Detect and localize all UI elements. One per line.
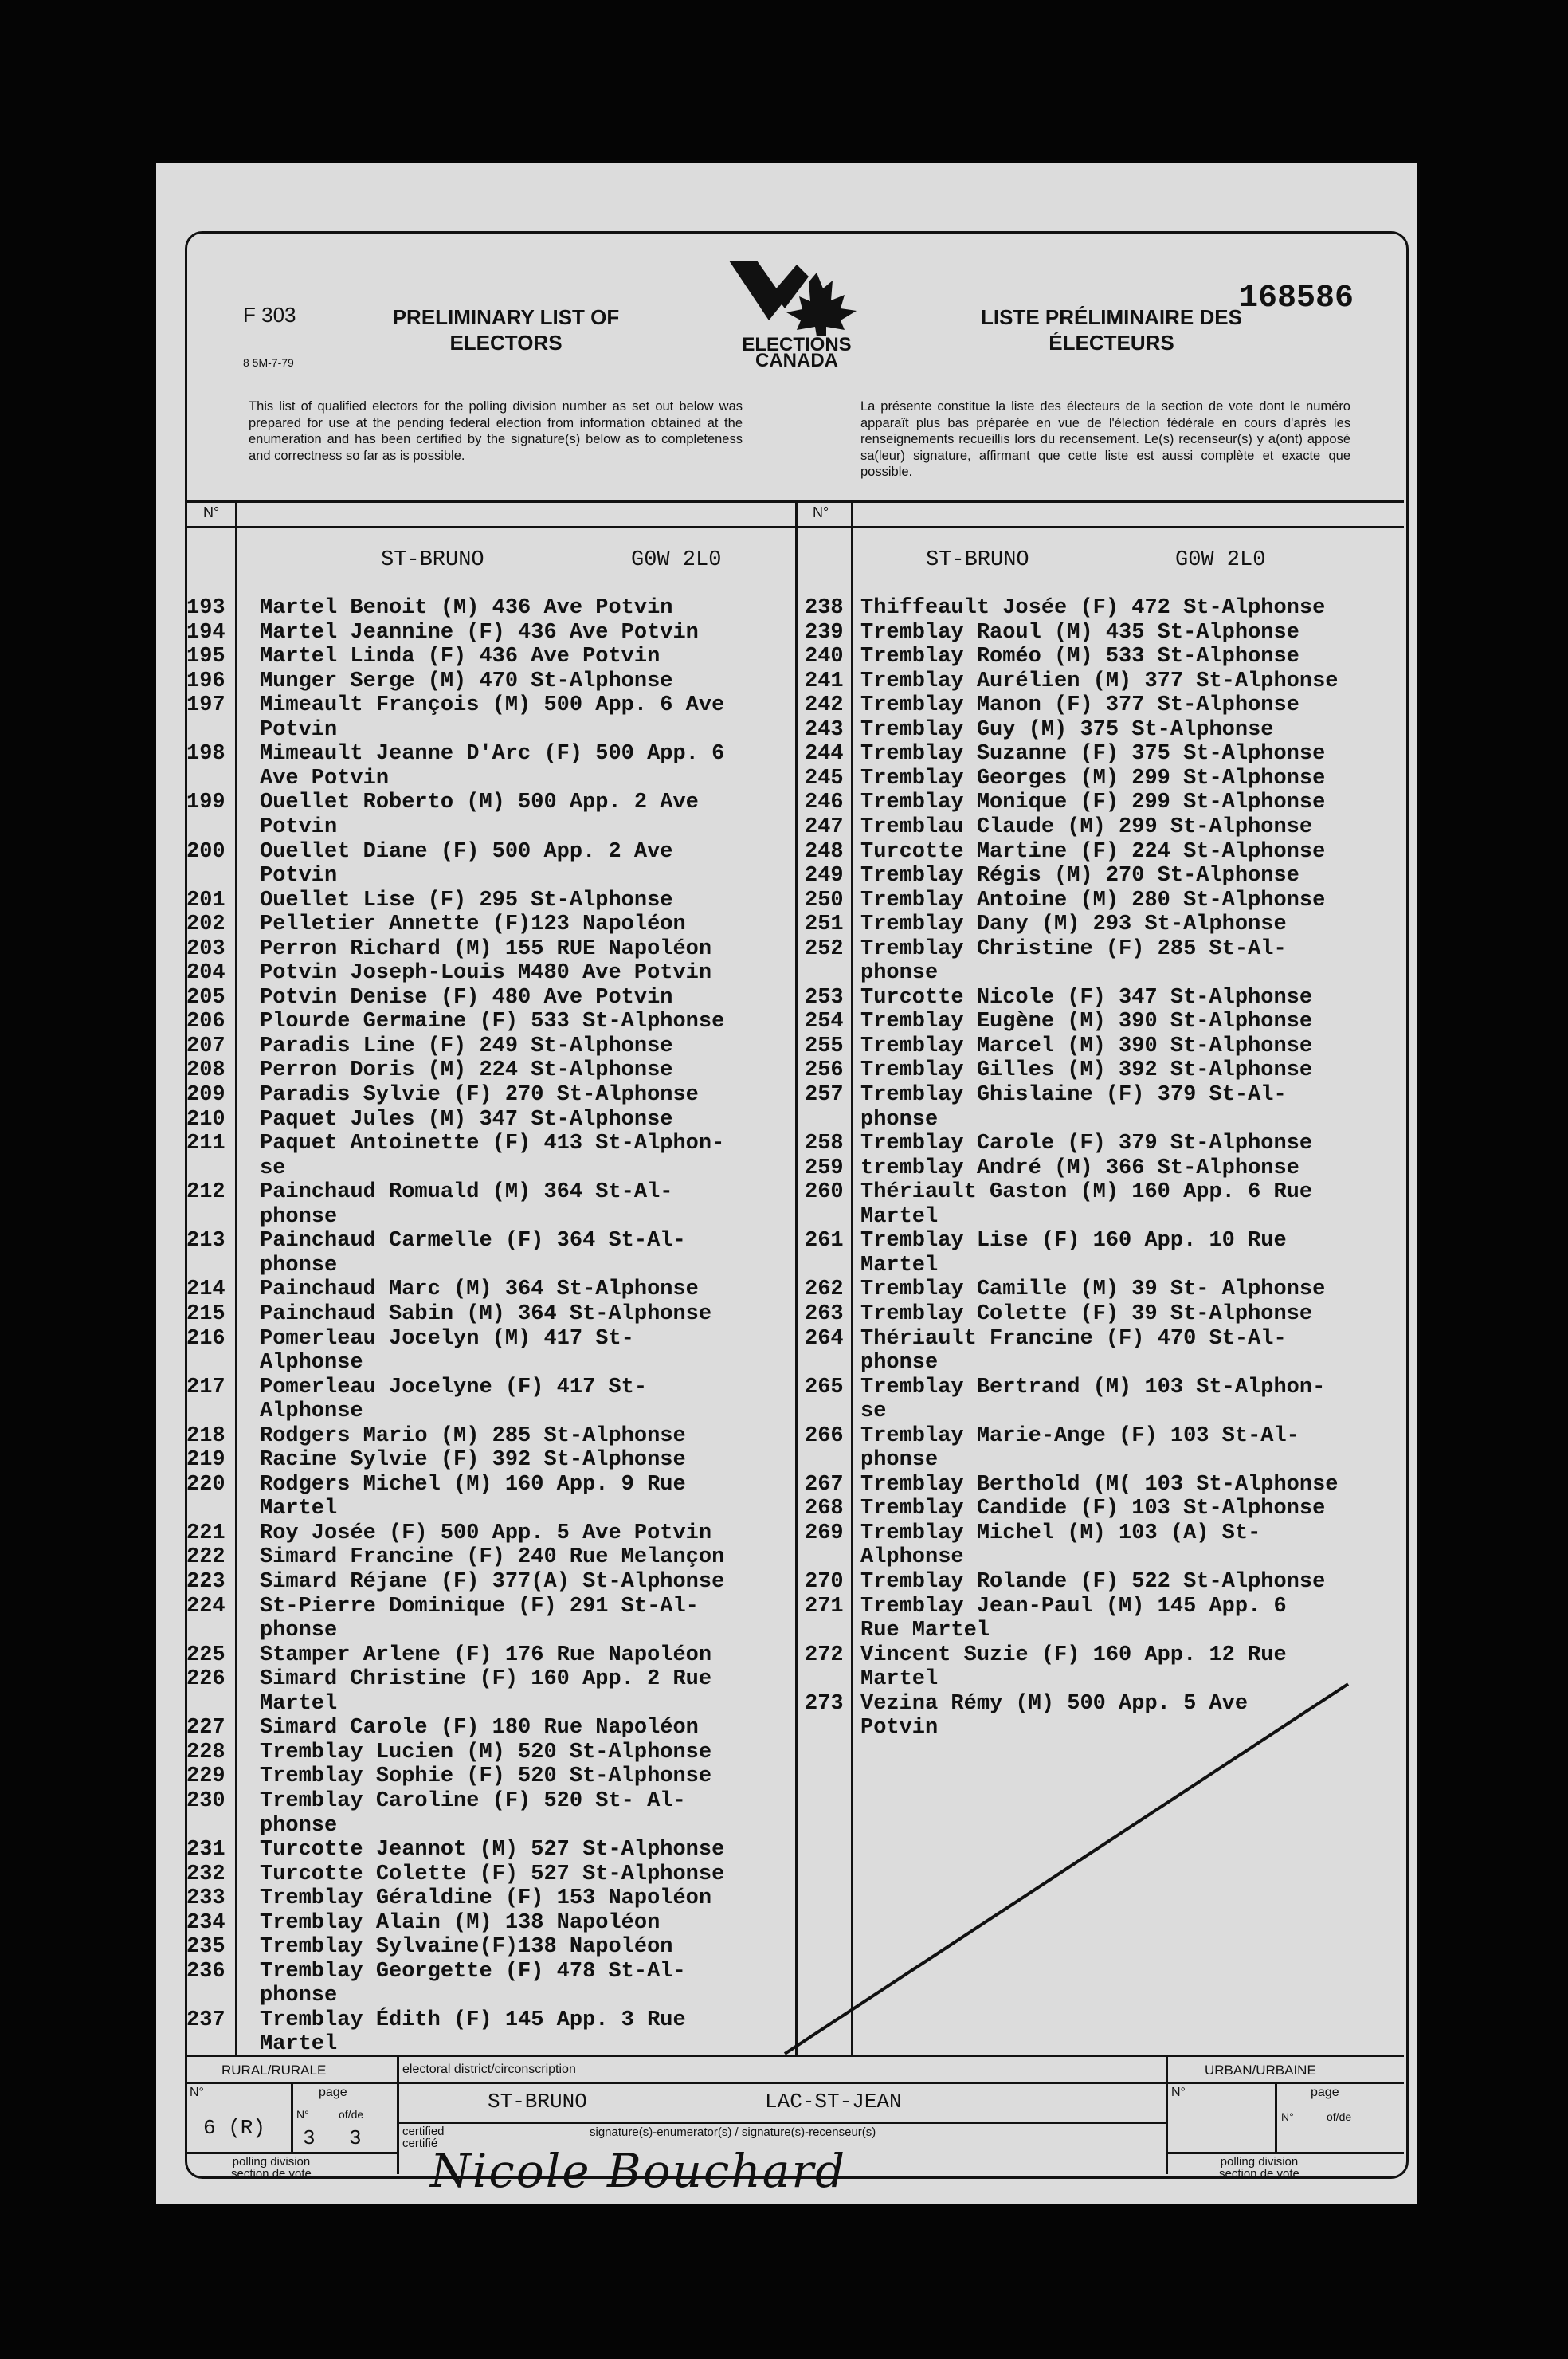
elector-number: 210 xyxy=(186,1107,225,1132)
elector-entry-line: Rodgers Michel (M) 160 App. 9 Rue xyxy=(260,1472,686,1497)
elector-entry-line: Racine Sylvie (F) 392 St-Alphonse xyxy=(260,1448,686,1473)
urban-label: URBAN/URBAINE xyxy=(1205,2063,1316,2078)
district-label: electoral district/circonscription xyxy=(402,2063,576,2076)
elector-number: 265 xyxy=(805,1375,844,1399)
elector-number: 247 xyxy=(805,814,844,839)
elector-number: 211 xyxy=(186,1132,225,1156)
elector-number: 273 xyxy=(805,1691,844,1716)
elector-entry-line: se xyxy=(260,1156,286,1180)
elector-number: 232 xyxy=(186,1862,225,1886)
elector-number: 262 xyxy=(805,1278,844,1302)
elector-entry-line: Potvin Joseph-Louis M480 Ave Potvin xyxy=(260,961,712,986)
footer-no-divider xyxy=(291,2082,293,2152)
elector-number: 271 xyxy=(805,1594,844,1619)
certified-label: certified certifié xyxy=(402,2125,445,2150)
elector-entry-line: Tremblay Suzanne (F) 375 St-Alphonse xyxy=(860,742,1326,767)
elector-number: 242 xyxy=(805,693,844,718)
table-header-rule xyxy=(185,526,1404,528)
elector-entry-line: Mimeault Jeanne D'Arc (F) 500 App. 6 xyxy=(260,742,725,767)
elector-number: 194 xyxy=(186,620,225,645)
elector-number: 229 xyxy=(186,1764,225,1789)
elector-entry-line: Tremblay Géraldine (F) 153 Napoléon xyxy=(260,1886,712,1911)
elector-entry-line: Pomerleau Jocelyne (F) 417 St- xyxy=(260,1375,648,1399)
elector-number: 258 xyxy=(805,1132,844,1156)
footer-left-bottom-rule xyxy=(185,2152,397,2154)
elector-entry-line: Paquet Antoinette (F) 413 St-Alphon- xyxy=(260,1132,725,1156)
elector-entry-line: Tremblay Camille (M) 39 St- Alphonse xyxy=(860,1278,1326,1302)
elector-number: 239 xyxy=(805,620,844,645)
page-total: 3 xyxy=(349,2126,362,2150)
elector-entry-line: St-Pierre Dominique (F) 291 St-Al- xyxy=(260,1594,699,1619)
page-number: 3 xyxy=(303,2126,316,2150)
elector-number: 254 xyxy=(805,1010,844,1034)
elector-number: 216 xyxy=(186,1326,225,1351)
elector-entry-line: Tremblay Guy (M) 375 St-Alphonse xyxy=(860,717,1274,742)
left-place-heading: ST-BRUNO xyxy=(381,548,484,572)
logo-text-1: ELECTIONS xyxy=(742,334,852,355)
elector-entry-line: phonse xyxy=(260,1253,338,1278)
left-postal-heading: G0W 2L0 xyxy=(631,548,722,572)
title-en-line1: PRELIMINARY LIST OF xyxy=(392,305,620,329)
elector-entry-line: phonse xyxy=(260,1984,338,2008)
elector-number: 219 xyxy=(186,1448,225,1473)
elector-number: 235 xyxy=(186,1935,225,1960)
elector-number: 267 xyxy=(805,1472,844,1497)
elector-entry-line: Martel xyxy=(860,1667,939,1692)
elector-number: 259 xyxy=(805,1156,844,1180)
elector-entry-line: Tremblay Dany (M) 293 St-Alphonse xyxy=(860,913,1287,937)
elector-entry-line: Tremblay Sophie (F) 520 St-Alphonse xyxy=(260,1764,712,1789)
elector-entry-line: Tremblau Claude (M) 299 St-Alphonse xyxy=(860,814,1313,839)
footer-label-rule xyxy=(185,2082,1404,2084)
elector-entry-line: Ouellet Diane (F) 500 App. 2 Ave xyxy=(260,839,673,864)
elector-number: 218 xyxy=(186,1423,225,1448)
elector-number: 266 xyxy=(805,1423,844,1448)
elector-entry-line: Martel xyxy=(860,1204,939,1229)
elector-number: 240 xyxy=(805,645,844,669)
cancel-diagonal-line xyxy=(781,1678,1354,2060)
elector-entry-line: Turcotte Nicole (F) 347 St-Alphonse xyxy=(860,985,1313,1010)
elector-entry-line: phonse xyxy=(260,1204,338,1229)
elector-entry-line: Pomerleau Jocelyn (M) 417 St- xyxy=(260,1326,634,1351)
elector-entry-line: Martel Jeannine (F) 436 Ave Potvin xyxy=(260,620,699,645)
elector-number: 255 xyxy=(805,1034,844,1058)
polling-division-label-left: polling division section de vote xyxy=(231,2155,312,2180)
elector-number: 217 xyxy=(186,1375,225,1399)
elector-entry-line: Turcotte Colette (F) 527 St-Alphonse xyxy=(260,1862,725,1886)
elector-number: 261 xyxy=(805,1229,844,1254)
elector-number: 234 xyxy=(186,1910,225,1935)
district-name-2: LAC-ST-JEAN xyxy=(765,2090,902,2114)
elector-entry-line: phonse xyxy=(860,1107,939,1132)
footer-district-rule xyxy=(397,2122,1166,2124)
elector-number: 215 xyxy=(186,1301,225,1326)
elector-entry-line: Tremblay Manon (F) 377 St-Alphonse xyxy=(860,693,1299,718)
elector-number: 230 xyxy=(186,1788,225,1813)
elector-number: 250 xyxy=(805,888,844,913)
elector-entry-line: Turcotte Jeannot (M) 527 St-Alphonse xyxy=(260,1838,725,1862)
elector-entry-line: Plourde Germaine (F) 533 St-Alphonse xyxy=(260,1010,725,1034)
elector-number: 257 xyxy=(805,1083,844,1107)
elector-entry-line: Mimeault François (M) 500 App. 6 Ave xyxy=(260,693,725,718)
title-fr-line1: LISTE PRÉLIMINAIRE DES xyxy=(981,305,1242,329)
elector-entry-line: Vincent Suzie (F) 160 App. 12 Rue xyxy=(860,1643,1287,1667)
elector-entry-line: Simard Christine (F) 160 App. 2 Rue xyxy=(260,1667,712,1692)
elector-entry-line: Pelletier Annette (F)123 Napoléon xyxy=(260,913,686,937)
elector-entry-line: phonse xyxy=(260,1619,338,1643)
polling-division-label-right: polling division section de vote xyxy=(1219,2155,1299,2180)
elector-number: 224 xyxy=(186,1594,225,1619)
elector-number: 197 xyxy=(186,693,225,718)
elector-entry-line: Potvin xyxy=(860,1716,939,1741)
title-english xyxy=(363,304,649,355)
elector-entry-line: Tremblay Colette (F) 39 St-Alphonse xyxy=(860,1301,1313,1326)
elector-number: 248 xyxy=(805,839,844,864)
elector-entry-line: Tremblay Gilles (M) 392 St-Alphonse xyxy=(860,1058,1313,1083)
elector-number: 196 xyxy=(186,669,225,693)
footer-right-bottom-rule xyxy=(1166,2152,1404,2154)
rural-page-label: page xyxy=(319,2086,347,2099)
elector-number: 237 xyxy=(186,2008,225,2032)
title-fr-line2: ÉLECTEURS xyxy=(1049,331,1174,355)
elector-number: 270 xyxy=(805,1570,844,1594)
elector-entry-line: Tremblay Roméo (M) 533 St-Alphonse xyxy=(860,645,1299,669)
elector-entry-line: Potvin xyxy=(260,864,338,889)
elector-entry-line: Ouellet Lise (F) 295 St-Alphonse xyxy=(260,888,673,913)
elector-number: 268 xyxy=(805,1497,844,1521)
elector-number: 205 xyxy=(186,985,225,1010)
elector-number: 269 xyxy=(805,1521,844,1545)
elector-entry-line: Tremblay Michel (M) 103 (A) St- xyxy=(860,1521,1261,1545)
serial-number: 168586 xyxy=(1239,281,1354,316)
right-postal-heading: G0W 2L0 xyxy=(1175,548,1266,572)
form-version: 8 5M-7-79 xyxy=(243,356,294,369)
elector-number: 222 xyxy=(186,1545,225,1570)
elector-number: 220 xyxy=(186,1472,225,1497)
elector-entry-line: Tremblay Régis (M) 270 St-Alphonse xyxy=(860,864,1299,889)
footer-divider-right xyxy=(1166,2055,1168,2174)
elector-entry-line: Painchaud Marc (M) 364 St-Alphonse xyxy=(260,1278,699,1302)
elector-number: 263 xyxy=(805,1301,844,1326)
elector-number: 236 xyxy=(186,1959,225,1984)
urban-no-label: N° xyxy=(1171,2086,1186,2099)
elector-number: 246 xyxy=(805,791,844,815)
table-top-rule xyxy=(185,500,1404,503)
elector-number: 207 xyxy=(186,1034,225,1058)
elector-entry-line: Tremblay Georgette (F) 478 St-Al- xyxy=(260,1959,686,1984)
urban-of-label: of/de xyxy=(1327,2110,1352,2123)
elector-number: 200 xyxy=(186,839,225,864)
elector-entry-line: Painchaud Carmelle (F) 364 St-Al- xyxy=(260,1229,686,1254)
elector-entry-line: Martel Benoit (M) 436 Ave Potvin xyxy=(260,596,673,620)
elector-entry-line: Tremblay Édith (F) 145 App. 3 Rue xyxy=(260,2008,686,2032)
elector-entry-line: Paquet Jules (M) 347 St-Alphonse xyxy=(260,1107,673,1132)
elector-entry-line: Simard Francine (F) 240 Rue Melançon xyxy=(260,1545,725,1570)
elector-entry-line: Ave Potvin xyxy=(260,766,390,791)
elector-entry-line: Thiffeault Josée (F) 472 St-Alphonse xyxy=(860,596,1326,620)
intro-french: La présente constitue la liste des électeurs de la section de vote dont le numéro apparaît plus bas préparée en vue de l'élection fédérale en cours d'après les renseignements recueillis lors du recensement. Le(s) recenseur(s) y a(ont) apposé sa(leur) signature, affirmant que cette liste est aussi complète et exacte que possible. xyxy=(860,399,1350,479)
elector-entry-line: se xyxy=(860,1399,887,1424)
elector-entry-line: Paradis Line (F) 249 St-Alphonse xyxy=(260,1034,673,1058)
elector-number: 195 xyxy=(186,645,225,669)
elector-number: 226 xyxy=(186,1667,225,1692)
elector-entry-line: Munger Serge (M) 470 St-Alphonse xyxy=(260,669,673,693)
elector-entry-line: Alphonse xyxy=(260,1351,363,1376)
elector-entry-line: Tremblay Christine (F) 285 St-Al- xyxy=(860,936,1287,961)
elector-number: 208 xyxy=(186,1058,225,1083)
elector-number: 203 xyxy=(186,936,225,961)
elector-number: 252 xyxy=(805,936,844,961)
urban-page-no-label: N° xyxy=(1281,2110,1294,2123)
elector-number: 231 xyxy=(186,1838,225,1862)
elector-number: 214 xyxy=(186,1278,225,1302)
elector-entry-line: Tremblay Ghislaine (F) 379 St-Al- xyxy=(860,1083,1287,1107)
elector-entry-line: Perron Richard (M) 155 RUE Napoléon xyxy=(260,936,712,961)
elector-number: 202 xyxy=(186,913,225,937)
elector-entry-line: Tremblay Antoine (M) 280 St-Alphonse xyxy=(860,888,1326,913)
elector-entry-line: Ouellet Roberto (M) 500 App. 2 Ave xyxy=(260,791,699,815)
footer-divider-left xyxy=(397,2055,399,2174)
rural-no-label: N° xyxy=(190,2086,204,2099)
form-code: F 303 xyxy=(243,303,296,327)
elector-number: 238 xyxy=(805,596,844,620)
elector-entry-line: Tremblay Jean-Paul (M) 145 App. 6 xyxy=(860,1594,1287,1619)
rural-of-label: of/de xyxy=(339,2108,364,2121)
elector-entry-line: Painchaud Romuald (M) 364 St-Al- xyxy=(260,1180,673,1205)
elector-entry-line: Tremblay Rolande (F) 522 St-Alphonse xyxy=(860,1570,1326,1594)
elector-number: 198 xyxy=(186,742,225,767)
elector-entry-line: Tremblay Monique (F) 299 St-Alphonse xyxy=(860,791,1326,815)
right-no-header: N° xyxy=(813,504,829,520)
elector-number: 204 xyxy=(186,961,225,986)
logo-text-2: CANADA xyxy=(755,350,838,368)
elector-number: 264 xyxy=(805,1326,844,1351)
elector-number: 209 xyxy=(186,1083,225,1107)
elector-entry-line: Simard Carole (F) 180 Rue Napoléon xyxy=(260,1716,699,1741)
elector-entry-line: phonse xyxy=(860,1351,939,1376)
elector-number: 199 xyxy=(186,791,225,815)
elector-entry-line: Tremblay Georges (M) 299 St-Alphonse xyxy=(860,766,1326,791)
rural-label: RURAL/RURALE xyxy=(221,2063,327,2078)
elections-canada-logo xyxy=(721,257,872,368)
elector-number: 272 xyxy=(805,1643,844,1667)
enumerator-signature: Nicole Bouchard xyxy=(430,2144,847,2198)
urban-page-label: page xyxy=(1311,2086,1339,2099)
elector-entry-line: Tremblay Marie-Ange (F) 103 St-Al- xyxy=(860,1423,1299,1448)
elector-entry-line: Rodgers Mario (M) 285 St-Alphonse xyxy=(260,1423,686,1448)
elector-entry-line: Stamper Arlene (F) 176 Rue Napoléon xyxy=(260,1643,712,1667)
elector-number: 228 xyxy=(186,1740,225,1764)
elector-entry-line: Tremblay Lise (F) 160 App. 10 Rue xyxy=(860,1229,1287,1254)
elector-entry-line: Perron Doris (M) 224 St-Alphonse xyxy=(260,1058,673,1083)
elector-entry-line: Tremblay Candide (F) 103 St-Alphonse xyxy=(860,1497,1326,1521)
elector-number: 212 xyxy=(186,1180,225,1205)
elector-entry-line: Vezina Rémy (M) 500 App. 5 Ave xyxy=(860,1691,1249,1716)
elector-entry-line: Rue Martel xyxy=(860,1619,990,1643)
elector-entry-line: phonse xyxy=(860,961,939,986)
elector-entry-line: Tremblay Carole (F) 379 St-Alphonse xyxy=(860,1132,1313,1156)
left-number-divider xyxy=(235,500,237,2055)
elector-entry-line: Tremblay Lucien (M) 520 St-Alphonse xyxy=(260,1740,712,1764)
elector-entry-line: Martel xyxy=(260,1497,338,1521)
elector-entry-line: Alphonse xyxy=(260,1399,363,1424)
elector-entry-line: Tremblay Marcel (M) 390 St-Alphonse xyxy=(860,1034,1313,1058)
elector-number: 253 xyxy=(805,985,844,1010)
elector-number: 201 xyxy=(186,888,225,913)
elector-number: 249 xyxy=(805,864,844,889)
elector-number: 251 xyxy=(805,913,844,937)
elector-entry-line: Tremblay Caroline (F) 520 St- Al- xyxy=(260,1788,686,1813)
elector-number: 241 xyxy=(805,669,844,693)
elector-entry-line: Tremblay Eugène (M) 390 St-Alphonse xyxy=(860,1010,1313,1034)
elector-entry-line: Tremblay Sylvaine(F)138 Napoléon xyxy=(260,1935,673,1960)
elector-entry-line: Thériault Gaston (M) 160 App. 6 Rue xyxy=(860,1180,1313,1205)
elector-entry-line: Painchaud Sabin (M) 364 St-Alphonse xyxy=(260,1301,712,1326)
elector-entry-line: Martel xyxy=(860,1253,939,1278)
signature-label: signature(s)-enumerator(s) / signature(s)-recenseur(s) xyxy=(590,2125,876,2139)
elector-number: 206 xyxy=(186,1010,225,1034)
elector-number: 223 xyxy=(186,1570,225,1594)
footer-urban-no-divider xyxy=(1275,2082,1277,2152)
elector-number: 193 xyxy=(186,596,225,620)
elector-entry-line: Potvin xyxy=(260,814,338,839)
elector-entry-line: Potvin Denise (F) 480 Ave Potvin xyxy=(260,985,673,1010)
elector-number: 244 xyxy=(805,742,844,767)
elector-number: 213 xyxy=(186,1229,225,1254)
elector-entry-line: Martel xyxy=(260,1691,338,1716)
elector-entry-line: Tremblay Aurélien (M) 377 St-Alphonse xyxy=(860,669,1339,693)
rural-page-no-label: N° xyxy=(296,2108,309,2121)
elector-entry-line: phonse xyxy=(860,1448,939,1473)
elector-entry-line: Tremblay Raoul (M) 435 St-Alphonse xyxy=(860,620,1299,645)
elector-entry-line: Tremblay Bertrand (M) 103 St-Alphon- xyxy=(860,1375,1326,1399)
elector-entry-line: Martel Linda (F) 436 Ave Potvin xyxy=(260,645,661,669)
elector-number: 225 xyxy=(186,1643,225,1667)
elector-entry-line: Paradis Sylvie (F) 270 St-Alphonse xyxy=(260,1083,699,1107)
right-place-heading: ST-BRUNO xyxy=(926,548,1029,572)
district-name-1: ST-BRUNO xyxy=(488,2090,587,2114)
elector-entry-line: Thériault Francine (F) 470 St-Al- xyxy=(860,1326,1287,1351)
elector-entry-line: Tremblay Alain (M) 138 Napoléon xyxy=(260,1910,661,1935)
elector-number: 245 xyxy=(805,766,844,791)
title-french xyxy=(952,304,1271,355)
elector-number: 221 xyxy=(186,1521,225,1545)
poll-number: 6 (R) xyxy=(203,2116,266,2140)
elector-entry-line: Roy Josée (F) 500 App. 5 Ave Potvin xyxy=(260,1521,712,1545)
elector-entry-line: Martel xyxy=(260,2032,338,2057)
elector-entry-line: Simard Réjane (F) 377(A) St-Alphonse xyxy=(260,1570,725,1594)
left-no-header: N° xyxy=(203,504,220,520)
intro-english: This list of qualified electors for the polling division number as set out below was prepared for use at the pending federal election from information obtained at the enumeration and has been certified by the signature(s) below as to completeness and correctness so far as is possible. xyxy=(249,399,743,463)
elector-entry-line: Tremblay Berthold (M( 103 St-Alphonse xyxy=(860,1472,1339,1497)
elector-number: 243 xyxy=(805,717,844,742)
title-en-line2: ELECTORS xyxy=(449,331,563,355)
elector-number: 233 xyxy=(186,1886,225,1911)
elector-entry-line: Turcotte Martine (F) 224 St-Alphonse xyxy=(860,839,1326,864)
elector-entry-line: tremblay André (M) 366 St-Alphonse xyxy=(860,1156,1299,1180)
elector-entry-line: Potvin xyxy=(260,717,338,742)
elector-number: 227 xyxy=(186,1716,225,1741)
elector-entry-line: phonse xyxy=(260,1813,338,1838)
elector-number: 260 xyxy=(805,1180,844,1205)
elector-entry-line: Alphonse xyxy=(860,1545,964,1570)
elector-number: 256 xyxy=(805,1058,844,1083)
